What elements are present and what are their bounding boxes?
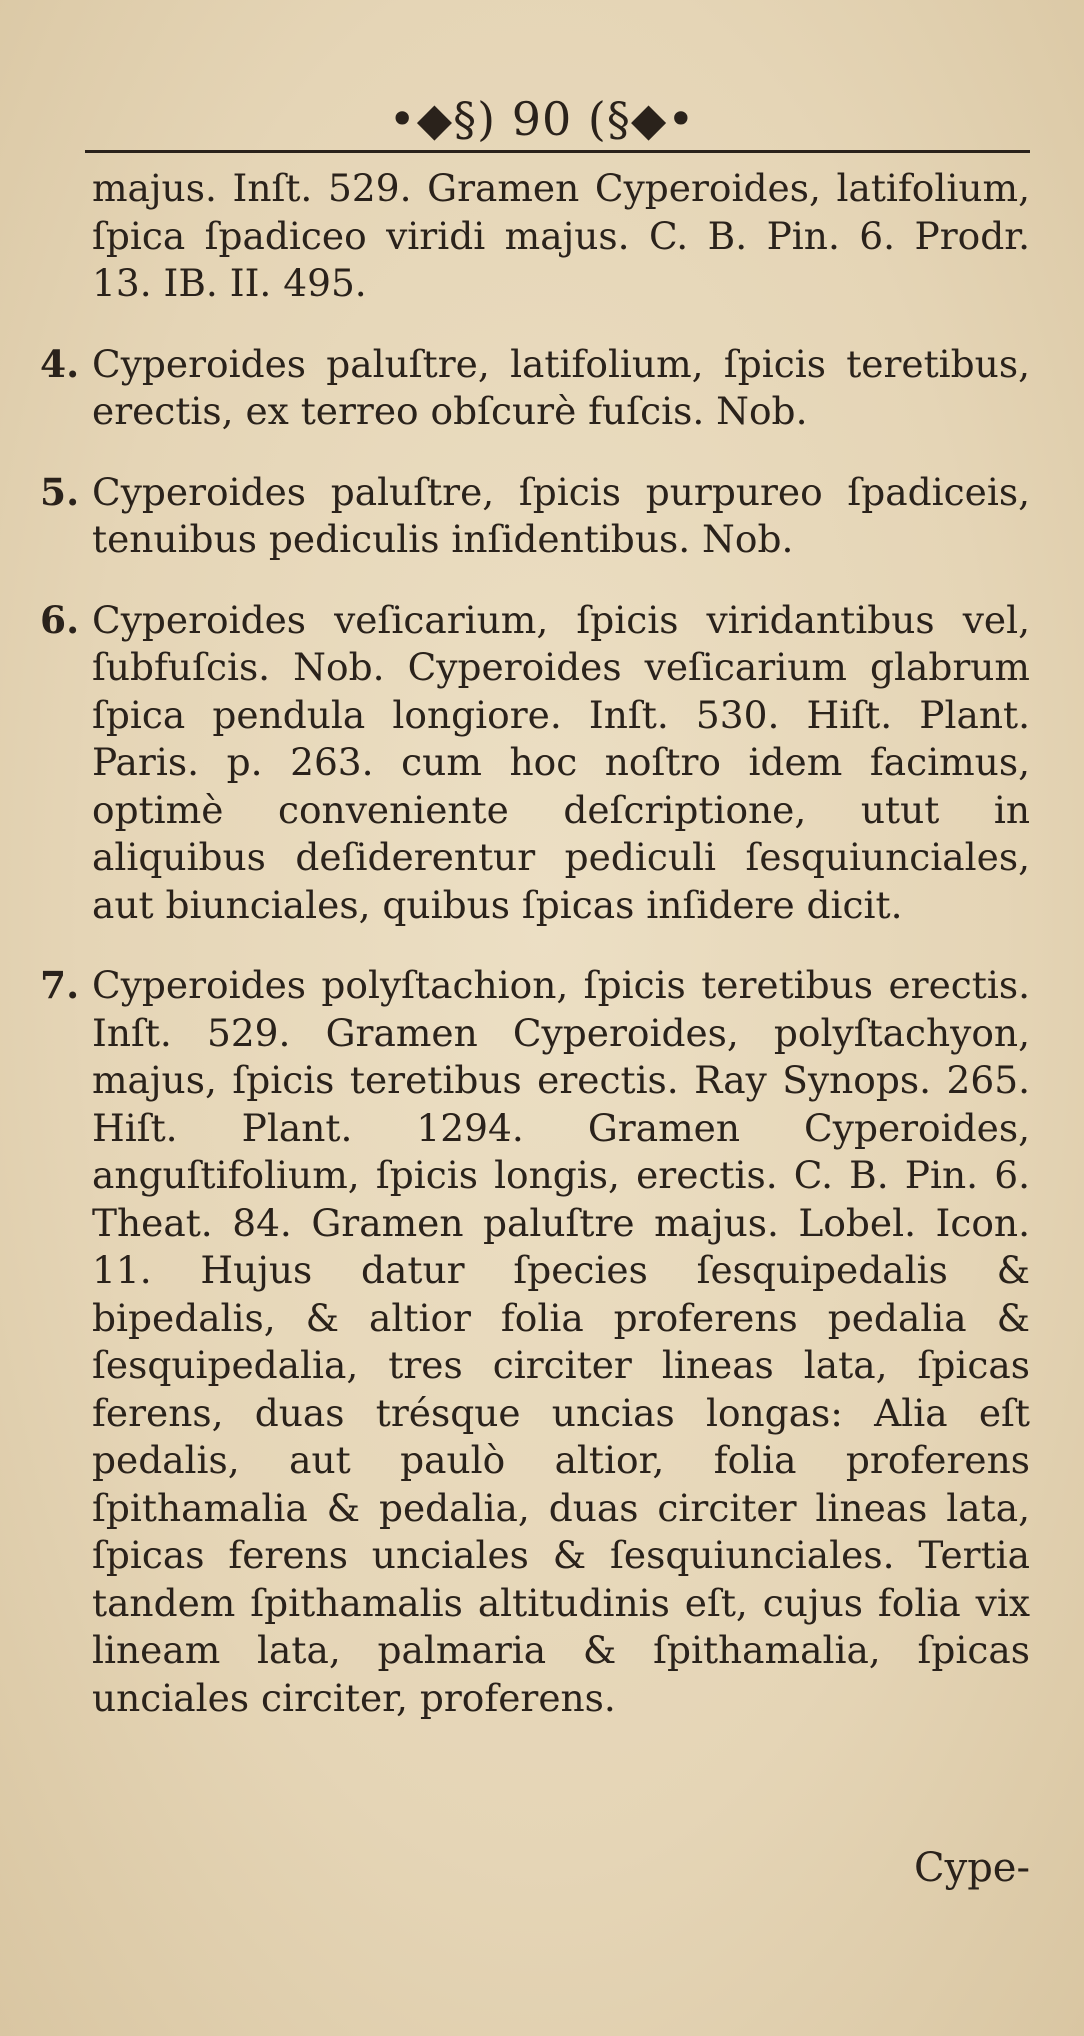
entry-5 — [40, 469, 1030, 564]
entry-text: Cyperoides polyſtachion, ſpicis teretibus erectis. Inſt. 529. Gramen Cyperoides, polyſtachyon, majus, ſpicis teretibus erectis. Ray Synops. 265. Hiſt. Plant. 1294. Gramen Cyperoides, anguſtifolium, ſpicis longis, erectis. C. B. Pin. 6. Theat. 84. Gramen paluſtre majus. Lobel. Icon. 11. Hujus datur ſpecies ſesquipedalis & bipedalis, & altior folia proferens pedalia & ſesquipedalia, tres circiter lineas lata, ſpicas ferens, duas trésque uncias longas: Alia eſt pedalis, aut paulò altior, folia proferens ſpithamalia & pedalia, duas circiter lineas lata, ſpicas ferens unciales & ſesquiunciales. Tertia tandem ſpithamalis altitudinis eſt, cujus folia vix lineam lata, palmaria & ſpithamalia, ſpicas unciales circiter, proferens. — [92, 963, 1030, 1720]
entry-number: 4. — [40, 341, 80, 386]
page-body — [40, 165, 1030, 1722]
entry-text: Cyperoides paluſtre, ſpicis purpureo ſpadiceis, tenuibus pediculis inſidentibus. Nob. — [92, 469, 1030, 561]
entry-text: Cyperoides paluſtre, latifolium, ſpicis teretibus, erectis, ex terreo obſcurè fuſcis. Nob. — [92, 341, 1030, 433]
header-rule — [85, 150, 1030, 153]
entry-6 — [40, 597, 1030, 930]
entry-continuation — [70, 165, 1030, 308]
catchword: Cype- — [914, 1845, 1030, 1891]
entry-4 — [40, 341, 1030, 436]
entry-7 — [40, 962, 1030, 1722]
entry-text: majus. Inſt. 529. Gramen Cyperoides, latifolium, ſpica ſpadiceo viridi majus. C. B. Pin. 6. Prodr. 13. IB. II. 495. — [92, 166, 1030, 305]
entry-number: 5. — [40, 469, 80, 514]
entry-text: Cyperoides veſicarium, ſpicis viridantibus vel, ſubfuſcis. Nob. Cyperoides veſicarium glabrum ſpica pendula longiore. Inſt. 530. Hiſt. Plant. Paris. p. 263. cum hoc noſtro idem facimus, optimè conveniente deſcriptione, utut in aliquibus deſiderentur pediculi ſesquiunciales, aut biunciales, quibus ſpicas inſidere dicit. — [92, 597, 1030, 927]
entry-number: 6. — [40, 597, 80, 642]
entry-number: 7. — [40, 963, 80, 1007]
page-header: •◆§) 90 (§◆• — [388, 92, 696, 146]
